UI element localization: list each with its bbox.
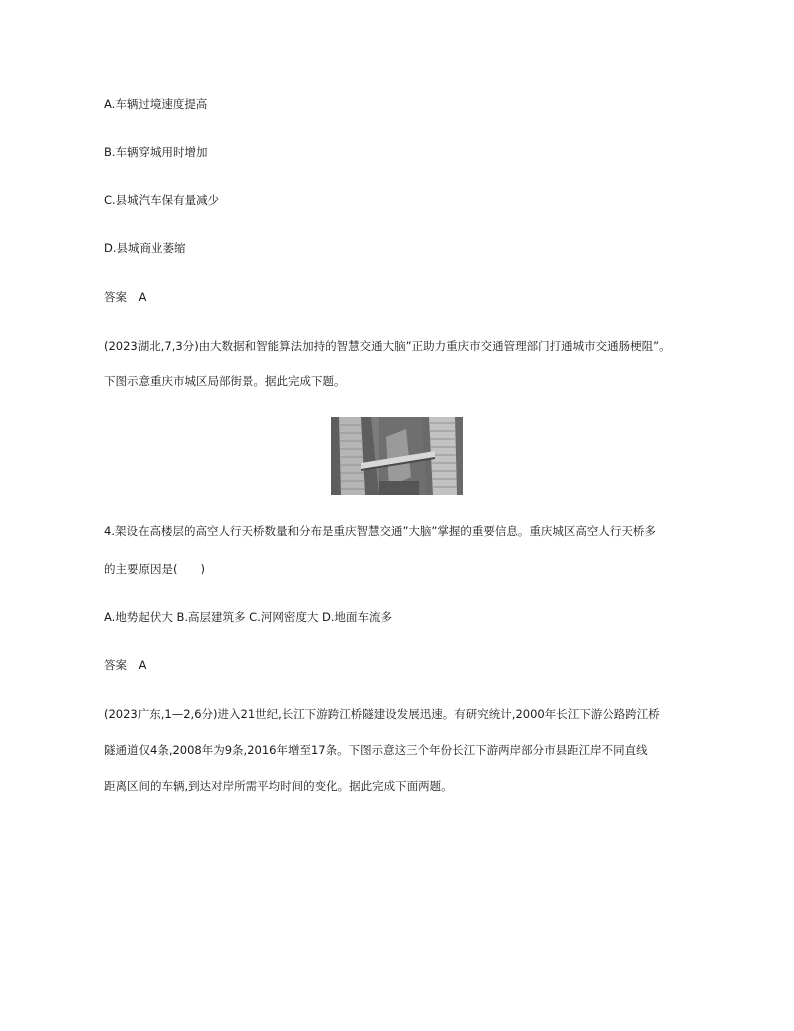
passage3-line2: 隧通道仅4条,2008年为9条,2016年增至17条。下图示意这三个年份长江下游两岸部分市县距江岸不同直线 [104, 743, 648, 757]
passage2-line2: 下图示意重庆市城区局部街景。据此完成下题。 [104, 374, 346, 388]
q4-options: A.地势起伏大 B.高层建筑多 C.河网密度大 D.地面车流多 [104, 610, 393, 624]
passage3-line1: (2023广东,1—2,6分)进入21世纪,长江下游跨江桥隧建设发展迅速。有研究统计,2000年长江下游公路跨江桥 [104, 707, 660, 721]
q3-option-d: D.县城商业萎缩 [104, 241, 186, 255]
q4-answer: 答案 A [104, 658, 147, 672]
q3-option-b: B.车辆穿城用时增加 [104, 145, 208, 159]
q3-option-c: C.县城汽车保有量减少 [104, 193, 220, 207]
q3-option-a: A.车辆过境速度提高 [104, 97, 208, 111]
passage2-line1: (2023湖北,7,3分)由大数据和智能算法加持的智慧交通大脑”正助力重庆市交通管理部门打通城市交通肠梗阻”。 [104, 339, 671, 353]
q4-stem-line1: 4.架设在高楼层的高空人行天桥数量和分布是重庆智慧交通”大脑”掌握的重要信息。重庆城区高空人行天桥多 [104, 524, 656, 538]
q3-answer: 答案 A [104, 290, 147, 304]
passage3-line3: 距离区间的车辆,到达对岸所需平均时间的变化。据此完成下面两题。 [104, 779, 453, 793]
street-view-photo [331, 417, 463, 495]
q4-stem-line2: 的主要原因是( ) [104, 562, 205, 576]
